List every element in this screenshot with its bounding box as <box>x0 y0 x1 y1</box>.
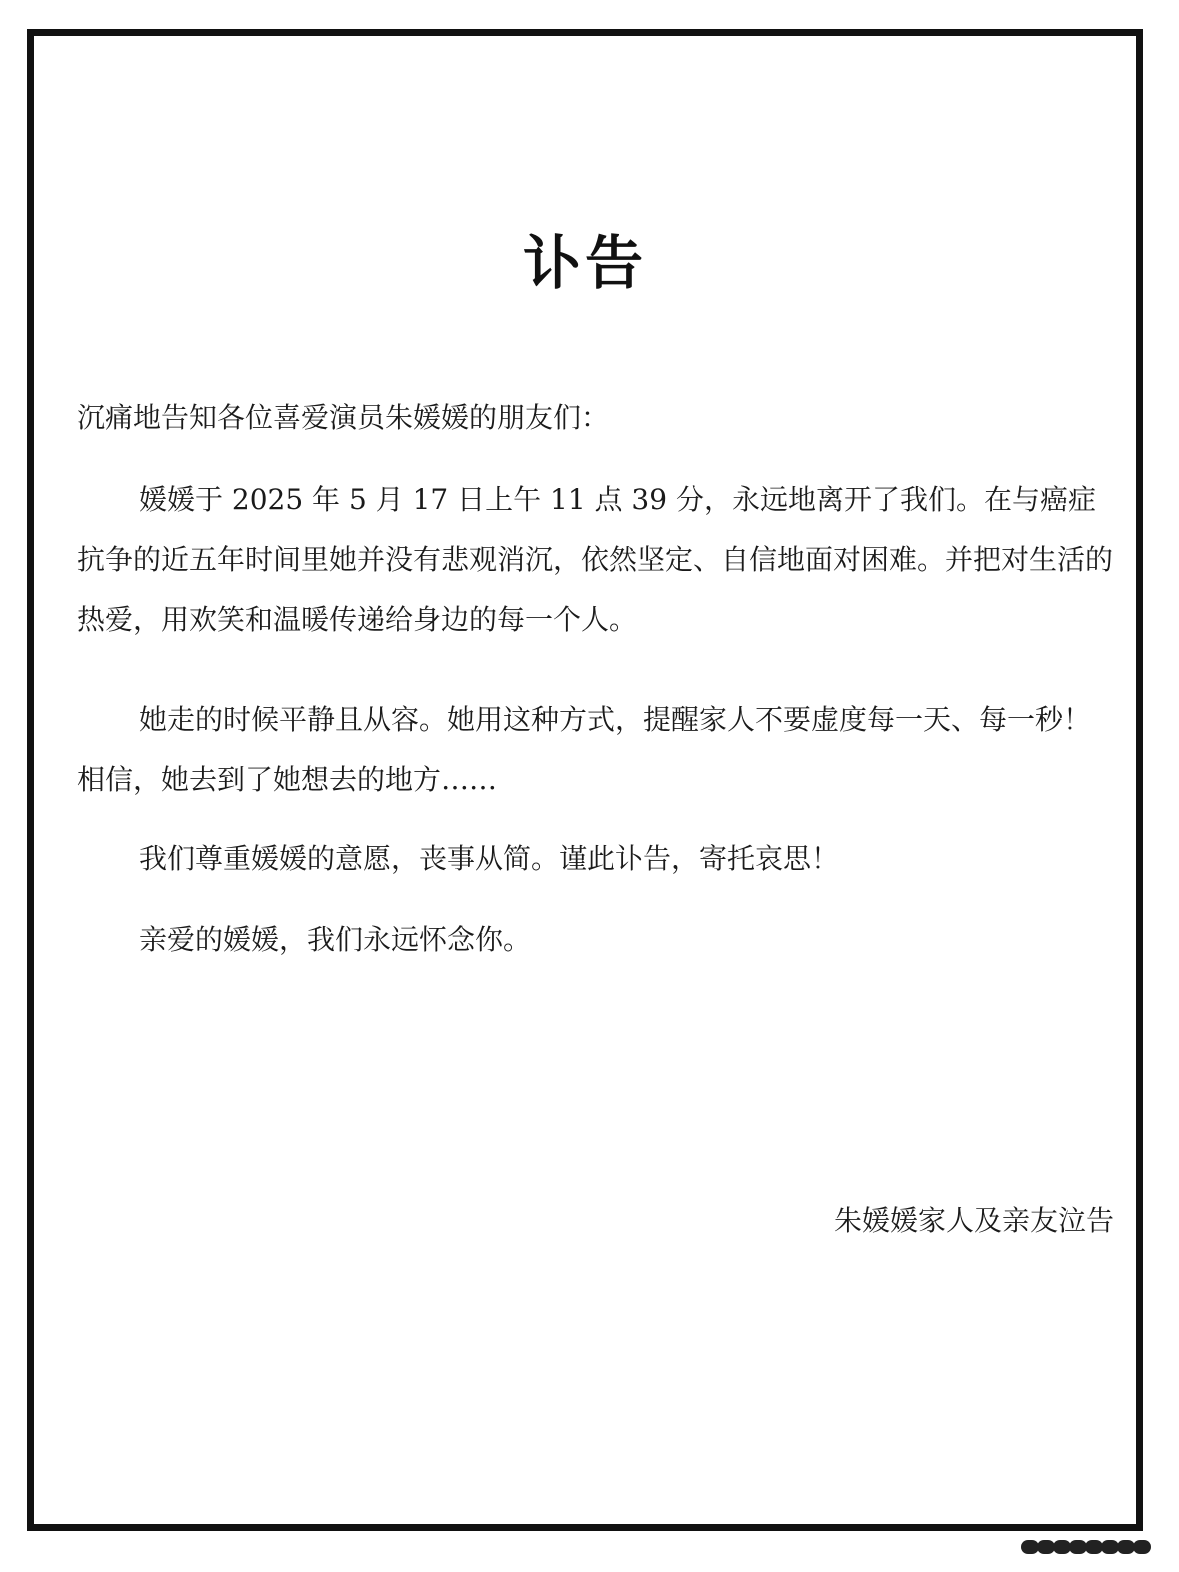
notice-title: 讣告 <box>522 229 647 297</box>
notice-paragraph-1: 媛媛于 2025 年 5 月 17 日上午 11 点 39 分，永远地离开了我们。在与癌症抗争的近五年时间里她并没有悲观消沉，依然坚定、自信地面对困难。并把对生活的热爱，用欢笑和温暖传递给身边的每一个人。 <box>77 483 1114 636</box>
notice-paragraph-4: 亲爱的媛媛，我们永远怀念你。 <box>139 923 532 956</box>
watermark-icon <box>1023 1536 1155 1558</box>
notice-paragraph-2: 她走的时候平静且从容。她用这种方式，提醒家人不要虚度每一天、每一秒！相信，她去到了她想去的地方…… <box>77 703 1092 796</box>
notice-paragraph-3: 我们尊重媛媛的意愿，丧事从简。谨此讣告，寄托哀思！ <box>139 842 840 875</box>
notice-greeting: 沉痛地告知各位喜爱演员朱媛媛的朋友们： <box>77 401 610 434</box>
notice-signature: 朱媛媛家人及亲友泣告 <box>833 1204 1114 1237</box>
notice-frame <box>27 29 1143 1531</box>
